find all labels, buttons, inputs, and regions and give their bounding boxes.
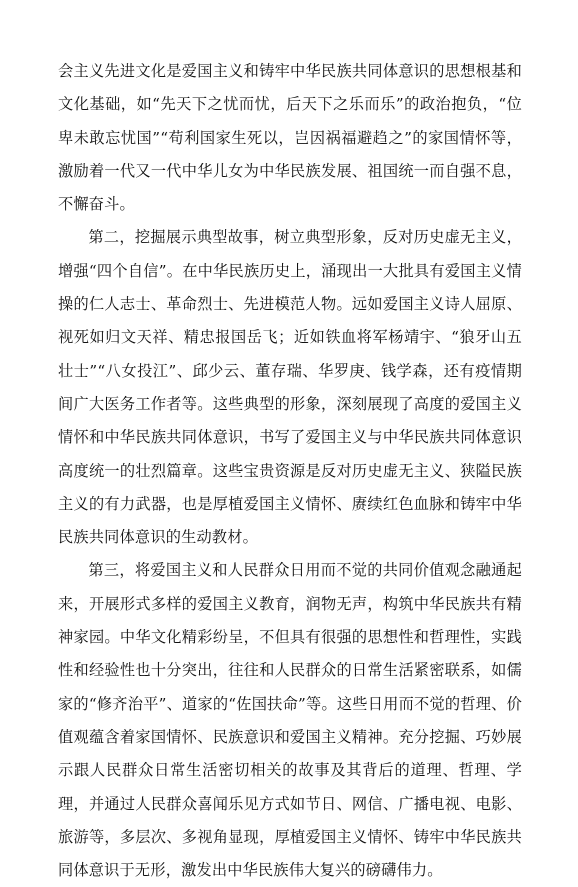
paragraph-continuation: 会主义先进文化是爱国主义和铸牢中华民族共同体意识的思想根基和文化基础，如“先天下之忧而忧，后天下之乐而乐”的政治抱负，“位卑未敢忘忧国”“苟利国家生死以，岂因祸福避趋之”的家国情怀等，激励着一代又一代中华儿女为中华民族发展、祖国统一而自强不息，不懈奋斗。: [58, 62, 522, 214]
document-body: [58, 55, 522, 887]
paragraph-third: 第三，将爱国主义和人民群众日用而不觉的共同价值观念融通起来，开展形式多样的爱国主义教育，润物无声，构筑中华民族共有精神家园。中华文化精彩纷呈，不但具有很强的思想性和哲理性，实践性和经验性也十分突出，往往和人民群众的日常生活紧密联系，如儒家的“修齐治平”、道家的“佐国扶命”等。这些日用而不觉的哲理、价值观蕴含着家国情怀、民族意识和爱国主义精神。充分挖掘、巧妙展示跟人民群众日常生活密切相关的故事及其背后的道理、哲理、学理，并通过人民群众喜闻乐见方式如节日、网信、广播电视、电影、旅游等，多层次、多视角显现，厚植爱国主义情怀、铸牢中华民族共同体意识于无形，激发出中华民族伟大复兴的磅礴伟力。: [58, 561, 522, 880]
paragraph-second: 第二，挖掘展示典型故事，树立典型形象，反对历史虚无主义，增强“四个自信”。在中华民族历史上，涌现出一大批具有爱国主义情操的仁人志士、革命烈士、先进模范人物。远如爱国主义诗人屈原、视死如归文天祥、精忠报国岳飞；近如铁血将军杨靖宇、“狼牙山五壮士”“八女投江”、邱少云、董存瑞、华罗庚、钱学森，还有疫情期间广大医务工作者等。这些典型的形象，深刻展现了高度的爱国主义情怀和中华民族共同体意识，书写了爱国主义与中华民族共同体意识高度统一的壮烈篇章。这些宝贵资源是反对历史虚无主义、狭隘民族主义的有力武器，也是厚植爱国主义情怀、赓续红色血脉和铸牢中华民族共同体意识的生动教材。: [58, 228, 522, 547]
